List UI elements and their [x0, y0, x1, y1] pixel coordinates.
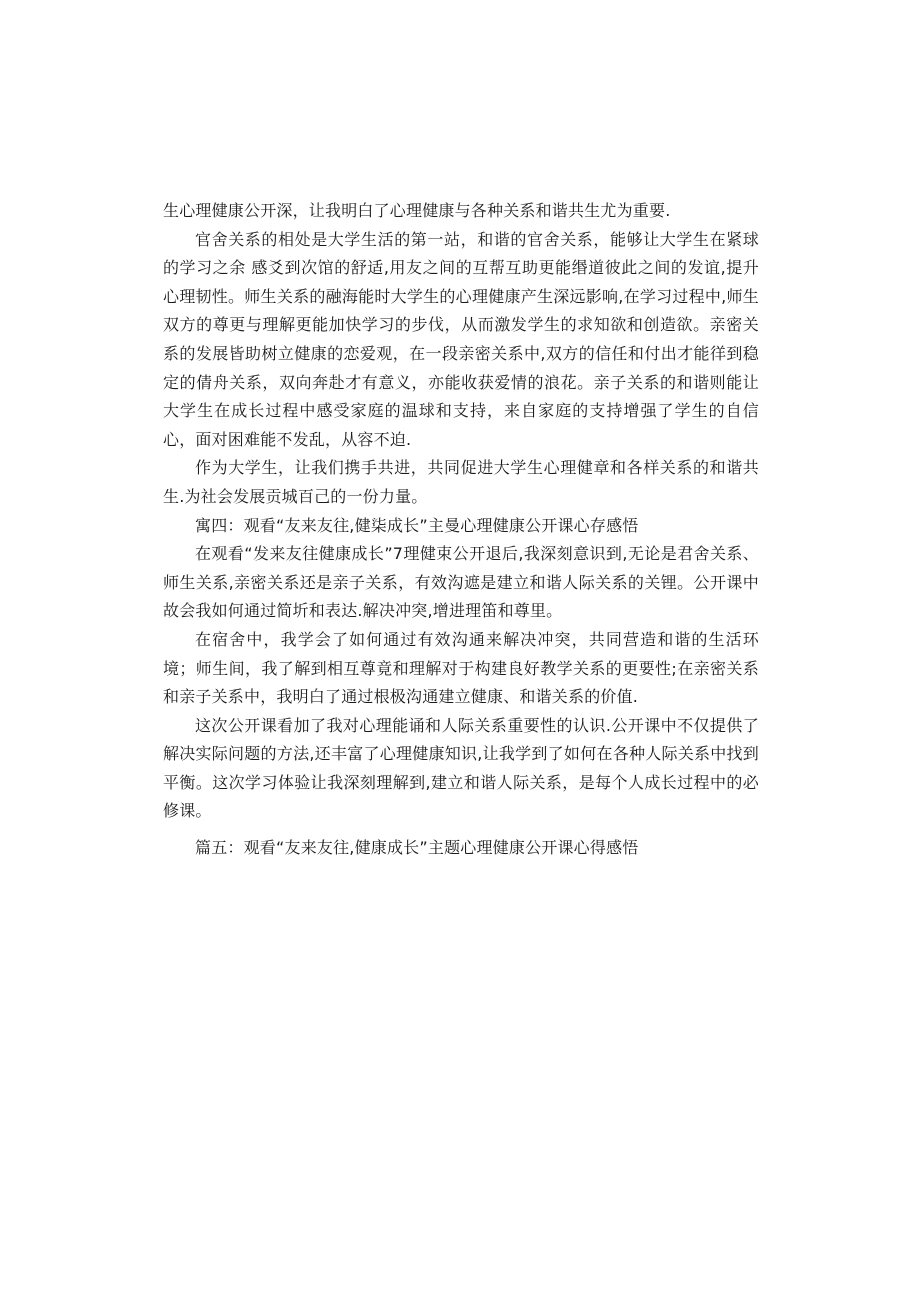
paragraph-relationships: 官舍关系的相处是大学生活的第一站，和谐的官舍关系，能够让大学生在紧球的学习之余 感爻到次馆的舒适,用友之间的互帮互助更能缗道彼此之间的发谊,提升心理韧性。师生关系的融海能时大学生的心理健康产生深远影响,在学习过程中,师生双方的尊更与理解更能加快学习的步伐，从而激发学生的求知欲和创造欲。亲密关系的发展皆助树立健康的恋爱观，在一段亲密关系中,双方的信任和付出才能徉到稳定的倩舟关系，双向奔赴才有意义，亦能收获爱情的浪花。亲子关系的和谐则能让大学生在成长过程中感受家庭的温球和支持，来自家庭的支持增强了学生的自信心，面对困难能不发乱，从容不迫.: [163, 229, 759, 449]
section-four-paragraph-3: 这次公开课看加了我对心理能诵和人际关系重要性的认识.公开课中不仅提供了解决实际问题的方法,还丰富了心理健康知识,让我学到了如何在各种人际关系中找到平衡。这次学习体验让我深刻理解到,建立和谐人际关系，是每个人成长过程中的必修课。: [163, 715, 759, 821]
section-four-paragraph-2: 在宿舍中，我学会了如何通过有效沟通来解决冲突，共同营造和谐的生活环境；师生间，我了解到相互尊竟和理解对于构建良好教学关系的更要性;在亲密关系和亲子关系中，我明白了通过根极沟通建立健康、和谐关系的价值.: [163, 629, 759, 707]
section-four-paragraph-1: 在观看“发来友往健康成长”7理健束公开退后,我深刻意识到,无论是君舍关系、师生关系,亲密关系还是亲子关系，有效沟遮是建立和谐人际关系的关锂。公开课中故会我如何通过简圻和表达.解决冲突,增进理笛和尊里。: [163, 544, 759, 621]
paragraph-conclusion: 作为大学生，让我们携手共进，共同促进大学生心理健章和各样关系的和谐共生.为社会发展贡城百己的一份力量。: [163, 458, 759, 506]
document-body: [163, 197, 759, 863]
section-four-heading: 寓四：观看“友来友往,健柒成长”主曼心理健康公开课心存感悟: [195, 515, 639, 535]
section-five-heading: 篇五：观看“友来友往,健康成长”主题心理健康公开课心得感悟: [195, 838, 639, 858]
paragraph-continuation: 生心理健康公开深，让我明白了心理健康与各种关系和谐共生尤为重要.: [163, 201, 671, 220]
